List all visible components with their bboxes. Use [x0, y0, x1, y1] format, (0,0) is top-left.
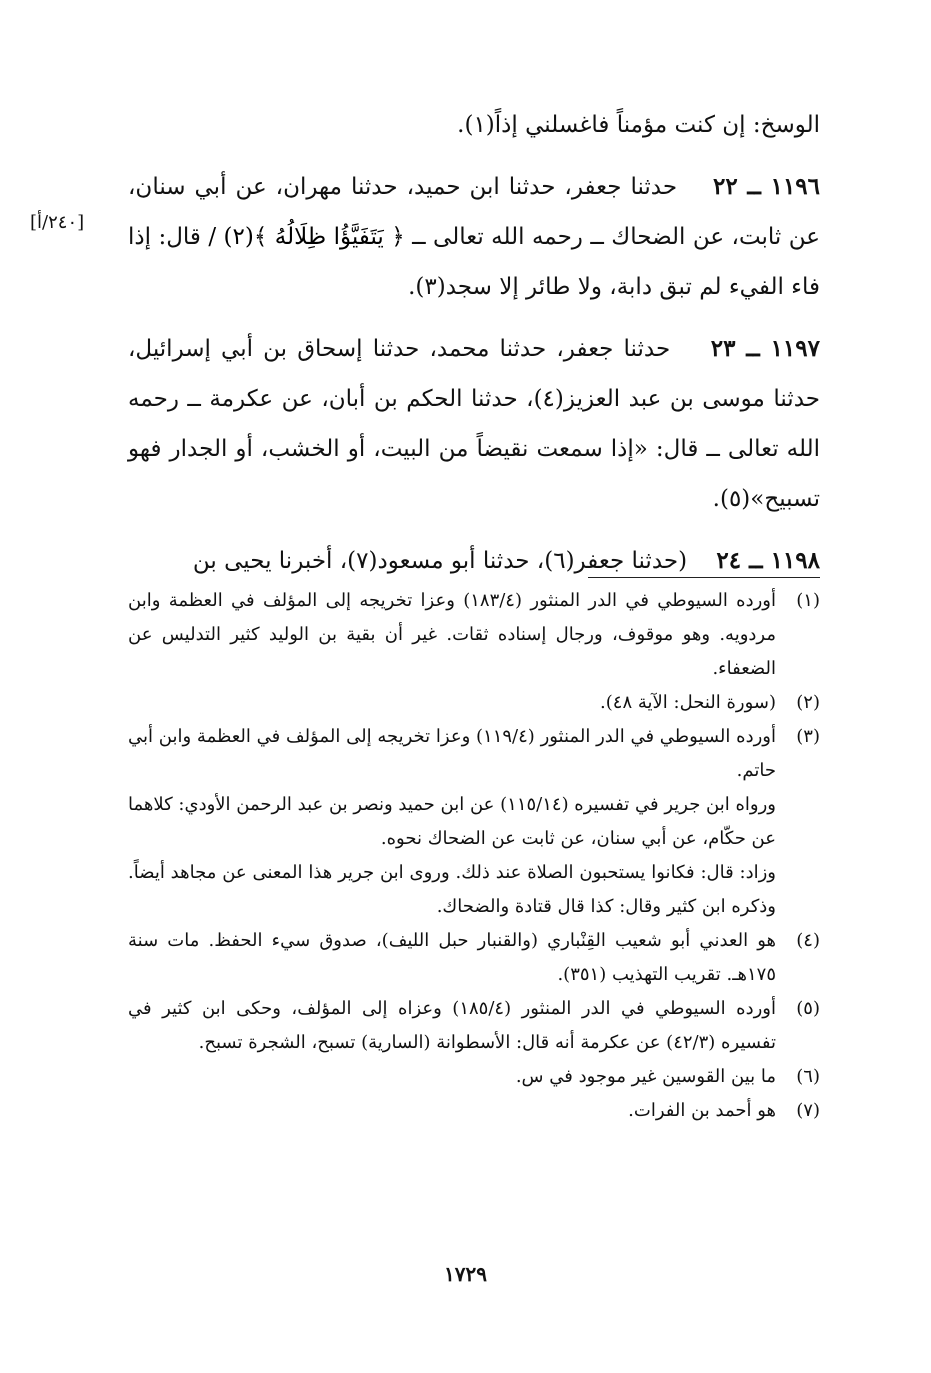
- hadith-text: (حدثنا جعفر(٦)، حدثنا أبو مسعود(٧)، أخبرنا يحيى بن: [192, 548, 688, 574]
- footnote-text: ورواه ابن جرير في تفسيره (١١٥/١٤) عن ابن حميد ونصر بن عبد الرحمن الأودي: كلاهما عن حكّام، عن أبي سنان، عن ثابت عن الضحاك نحوه.: [128, 794, 776, 849]
- footnote-number: (٥): [796, 998, 820, 1019]
- footnote-text: وزاد: قال: فكانوا يستحبون الصلاة عند ذلك. وروى ابن جرير هذا المعنى عن مجاهد أيضاً. وذكره ابن كثير وقال: كذا قال قتادة والضحاك.: [128, 862, 776, 917]
- footnote: [128, 924, 820, 992]
- hadith-number: ١١٩٦ ــ ٢٢: [713, 173, 821, 200]
- hadith-1196: [128, 162, 820, 312]
- footnote-divider: [588, 577, 820, 578]
- footnote-text: أورده السيوطي في الدر المنثور (١٨٥/٤) وعزاه إلى المؤلف، وحكى ابن كثير في تفسيره (٤٢/٣) عن عكرمة أنه قال: الأسطوانة (السارية) تسبح، الشجرة تسبح.: [128, 998, 776, 1053]
- main-text: [128, 100, 820, 586]
- hadith-text: حدثنا جعفر، حدثنا ابن حميد، حدثنا مهران، عن أبي سنان، عن ثابت، عن الضحاك ــ رحمه الله تعالى ــ: [128, 174, 821, 250]
- hadith-text: حدثنا جعفر، حدثنا محمد، حدثنا إسحاق بن أبي إسرائيل، حدثنا موسى بن عبد العزيز(٤)، حدثنا الحكم بن أبان، عن عكرمة ــ رحمه الله تعالى ــ قال: «إذا سمعت نقيضاً من البيت، أو الخشب، أو الجدار فهو تسبيح»(٥).: [128, 336, 820, 512]
- footnote-text: أورده السيوطي في الدر المنثور (١٨٣/٤) وعزا تخريجه إلى المؤلف في العظمة وابن مردويه. وهو موقوف، ورجال إسناده ثقات. غير أن بقية بن الوليد كثير التدليس عن الضعفاء.: [128, 590, 776, 679]
- hadith-text-rest: قال: إذا فاء الفيء لم تبق دابة، ولا طائر إلا سجد(٣).: [128, 224, 820, 300]
- footnote-text: هو أحمد بن الفرات.: [628, 1100, 776, 1121]
- footnote: [128, 992, 820, 1060]
- footnote-number: (٣): [796, 726, 820, 747]
- footnote: [128, 1094, 820, 1128]
- footnote-number: (٤): [796, 930, 820, 951]
- footnote-text: ما بين القوسين غير موجود في س.: [515, 1066, 776, 1087]
- manuscript-folio-note: [٢٤٠/أ]: [30, 212, 85, 233]
- hadith-1198: [128, 536, 820, 586]
- footnote-number: (٢): [796, 692, 820, 713]
- footnote-text: هو العدني أبو شعيب القِنْباري (والقنبار حبل الليف)، صدوق سيء الحفظ. مات سنة ١٧٥هـ. تقريب التهذيب (٣٥١).: [128, 930, 776, 985]
- footnote-number: (٧): [796, 1100, 820, 1121]
- footnote: [128, 686, 820, 720]
- hadith-number: ١١٩٨ ــ ٢٤: [716, 547, 820, 574]
- footnote-text: (سورة النحل: الآية ٤٨).: [600, 692, 776, 713]
- footnote: [128, 1060, 820, 1094]
- footnote: [128, 720, 820, 924]
- footnote-number: (١): [796, 590, 820, 611]
- footnote-number: (٦): [796, 1066, 820, 1087]
- hadith-number: ١١٩٧ ــ ٢٣: [710, 335, 820, 362]
- paragraph-continuation: الوسخ: إن كنت مؤمناً فاغسلني إذاً(١).: [457, 112, 820, 138]
- page-number: ١٧٢٩: [444, 1262, 487, 1286]
- footnote-text: أورده السيوطي في الدر المنثور (١١٩/٤) وعزا تخريجه إلى المؤلف في العظمة وابن أبي حاتم.: [128, 726, 776, 781]
- hadith-1197: [128, 324, 820, 524]
- footnote: [128, 584, 820, 686]
- footnotes: [128, 584, 820, 1128]
- quran-quote: ﴿ يَتَفَيَّؤُا ظِلَالُهُ ﴾(٢) /: [208, 224, 405, 250]
